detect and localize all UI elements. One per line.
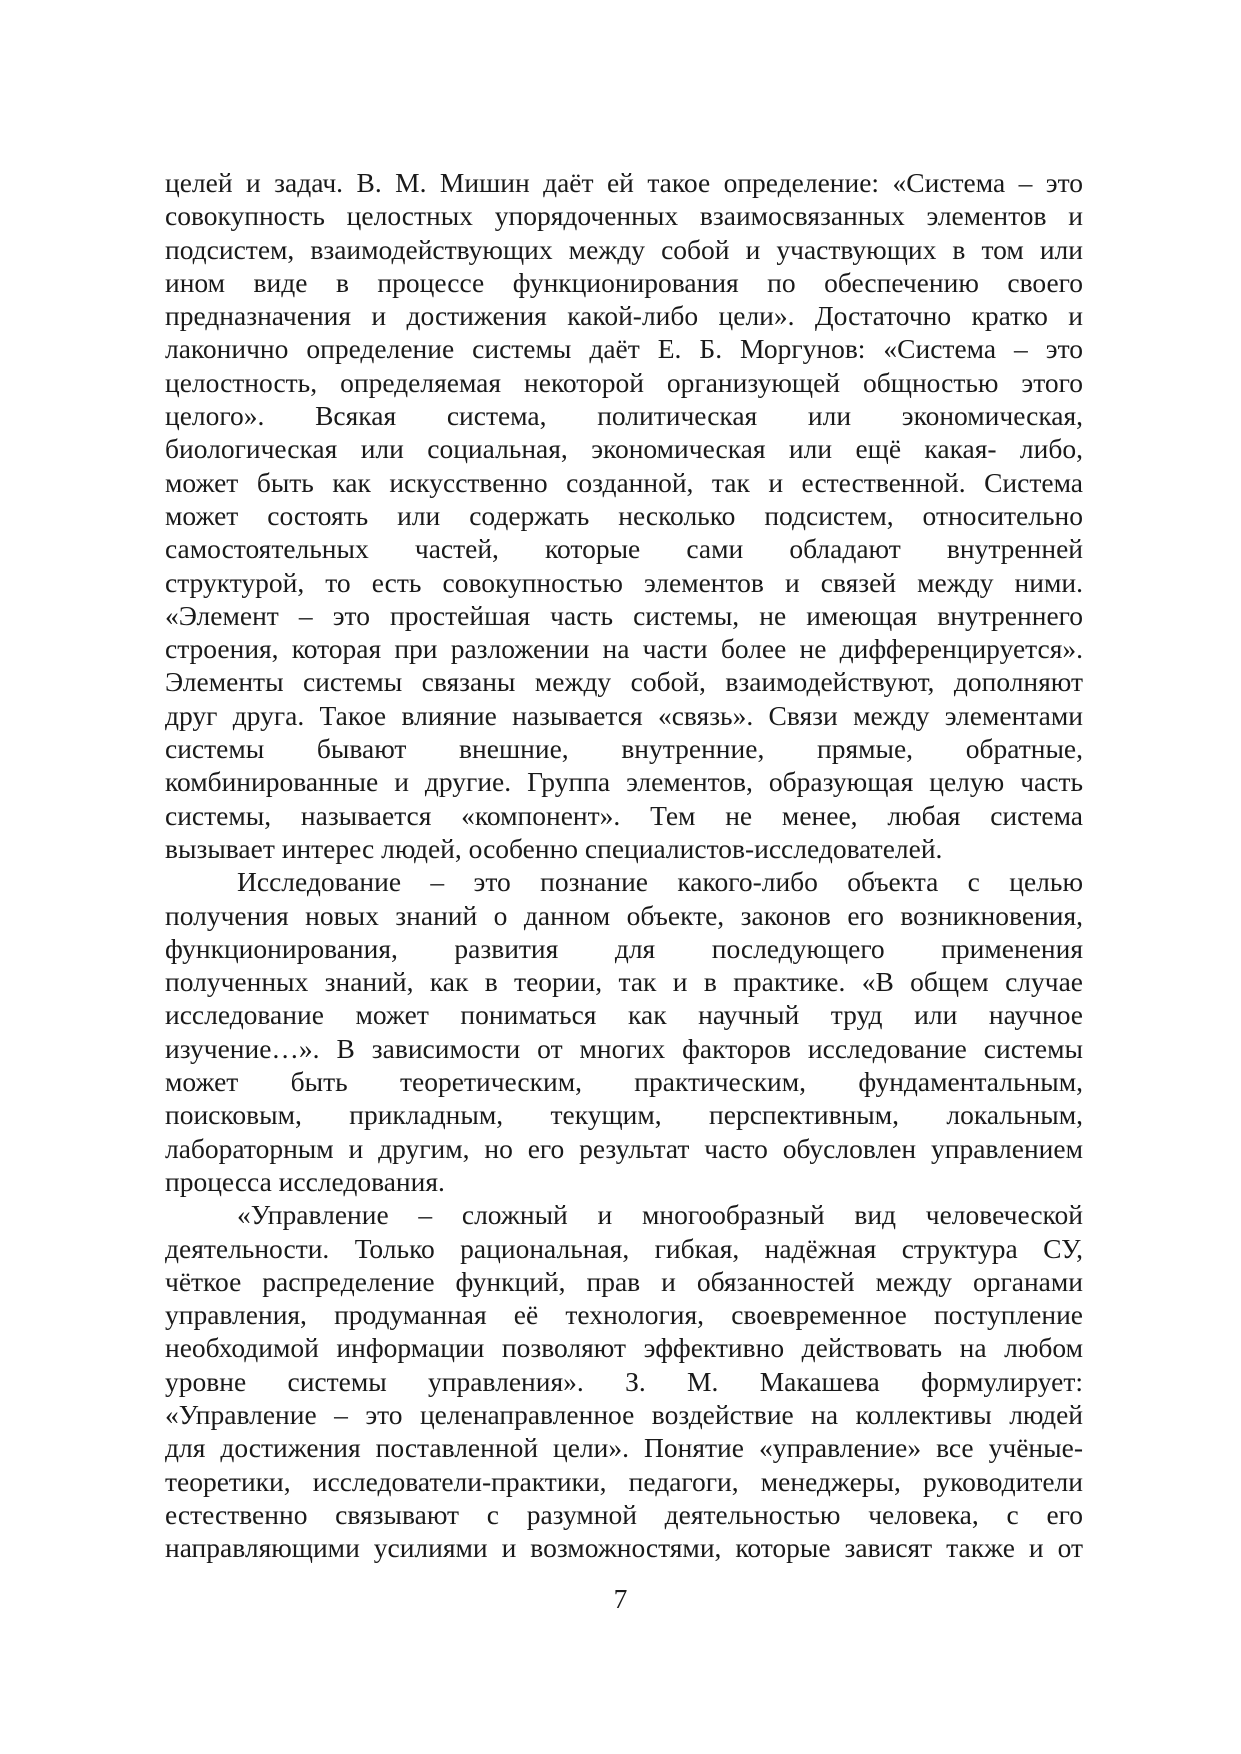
text-line: направляющими усилиями и возможностями, которые зависят также и от <box>165 1532 1083 1564</box>
text-line: структурой, то есть совокупностью элементов и связей между ними. <box>165 566 1083 598</box>
text-line: предназначения и достижения какой-либо цели». Достаточно кратко и <box>165 300 1083 332</box>
page-number: 7 <box>613 1583 628 1614</box>
text-line: может быть теоретическим, практическим, фундаментальным, <box>165 1066 1083 1098</box>
text-line: строения, которая при разложении на части более не дифференцируется». <box>165 633 1083 665</box>
text-line: подсистем, взаимодействующих между собой и участвующих в том или <box>165 233 1083 265</box>
text-line: целостность, определяемая некоторой организующей общностью этого <box>165 366 1083 398</box>
text-line: ином виде в процессе функционирования по обеспечению своего <box>165 266 1083 298</box>
paragraph-last-line: вызывает интерес людей, особенно специалистов-исследователей. <box>165 832 943 864</box>
paragraph-first-line: «Управление – сложный и многообразный вид человеческой <box>237 1199 1083 1231</box>
text-line: исследование может пониматься как научный труд или научное <box>165 999 1083 1031</box>
text-line: друг друга. Такое влияние называется «связь». Связи между элементами <box>165 699 1083 731</box>
text-line: изучение…». В зависимости от многих факторов исследование системы <box>165 1032 1083 1064</box>
text-line: поисковым, прикладным, текущим, перспективным, локальным, <box>165 1099 1083 1131</box>
text-line: для достижения поставленной цели». Понятие «управление» все учёные- <box>165 1432 1083 1464</box>
text-line: комбинированные и другие. Группа элементов, образующая целую часть <box>165 766 1083 798</box>
text-line: лабораторным и другим, но его результат часто обусловлен управлением <box>165 1132 1083 1164</box>
text-line: естественно связывают с разумной деятельностью человека, с его <box>165 1498 1083 1530</box>
text-line: «Элемент – это простейшая часть системы, не имеющая внутреннего <box>165 599 1083 631</box>
text-line: самостоятельных частей, которые сами обладают внутренней <box>165 533 1083 565</box>
text-line: теоретики, исследователи-практики, педагоги, менеджеры, руководители <box>165 1465 1083 1497</box>
text-line: необходимой информации позволяют эффективно действовать на любом <box>165 1332 1083 1364</box>
paragraph-first-line: Исследование – это познание какого-либо объекта с целью <box>237 866 1083 898</box>
body-text <box>165 166 1083 1564</box>
text-line: системы бывают внешние, внутренние, прямые, обратные, <box>165 733 1083 765</box>
text-line: управления, продуманная её технология, своевременное поступление <box>165 1299 1083 1331</box>
paragraph-last-line: процесса исследования. <box>165 1165 445 1197</box>
text-line: функционирования, развития для последующего применения <box>165 932 1083 964</box>
text-line: чёткое распределение функций, прав и обязанностей между органами <box>165 1265 1083 1297</box>
text-line: лаконично определение системы даёт Е. Б. Моргунов: «Система – это <box>165 333 1083 365</box>
text-line: «Управление – это целенаправленное воздействие на коллективы людей <box>165 1398 1083 1430</box>
text-line: целого». Всякая система, политическая или экономическая, <box>165 400 1083 432</box>
text-line: совокупность целостных упорядоченных взаимосвязанных элементов и <box>165 200 1083 232</box>
text-line: деятельности. Только рациональная, гибкая, надёжная структура СУ, <box>165 1232 1083 1264</box>
text-line: Элементы системы связаны между собой, взаимодействуют, дополняют <box>165 666 1083 698</box>
text-line: получения новых знаний о данном объекте, законов его возникновения, <box>165 899 1083 931</box>
text-line: полученных знаний, как в теории, так и в практике. «В общем случае <box>165 966 1083 998</box>
text-line: может быть как искусственно созданной, так и естественной. Система <box>165 466 1083 498</box>
text-line: уровне системы управления». З. М. Макашева формулирует: <box>165 1365 1083 1397</box>
text-line: биологическая или социальная, экономическая или ещё какая- либо, <box>165 433 1083 465</box>
text-line: может состоять или содержать несколько подсистем, относительно <box>165 499 1083 531</box>
text-line: системы, называется «компонент». Тем не менее, любая система <box>165 799 1083 831</box>
text-line: целей и задач. В. М. Мишин даёт ей такое определение: «Система – это <box>165 167 1083 198</box>
